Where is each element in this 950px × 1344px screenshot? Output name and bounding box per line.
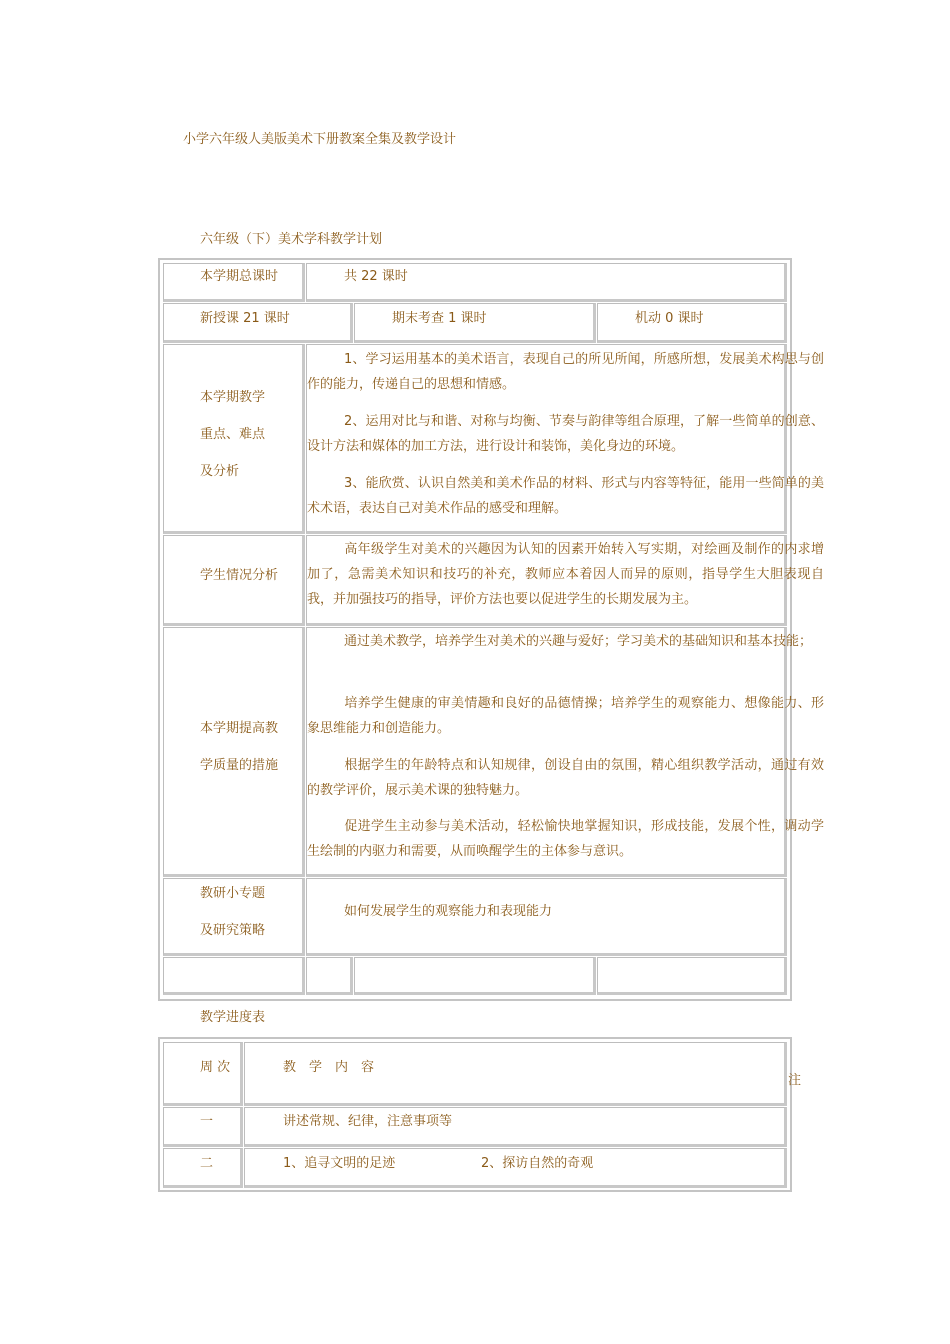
- empty-cell-2: [306, 957, 353, 995]
- student-analysis: 高年级学生对美术的兴趣因为认知的因素开始转入写实期，对绘画及制作的内求增加了，急需美术知识和技巧的补充，教师应本着因人而异的原则，指导学生大胆表现自我，并加强技巧的指导，评价方法也要以促进学生的长期发展为主。: [307, 542, 824, 607]
- research-label-line1: 教研小专题: [200, 886, 266, 901]
- week-2-content-b: 2、探访自然的奇观: [481, 1156, 594, 1171]
- empty-cell-3: [354, 957, 596, 995]
- total-label: 本学期总课时: [200, 269, 279, 284]
- research-label-line2: 及研究策略: [200, 923, 266, 938]
- week-2-content-a: 1、追寻文明的足迹: [283, 1156, 396, 1171]
- plan-title: 六年级（下）美术学科教学计划: [200, 232, 383, 247]
- focus-label-line1: 本学期教学: [200, 390, 266, 405]
- total-value: 共 22 课时: [344, 269, 408, 284]
- week-1-content: 讲述常规、纪律，注意事项等: [283, 1114, 453, 1129]
- week-2: 二: [200, 1156, 214, 1171]
- content-header: 教 学 内 容: [283, 1060, 375, 1075]
- student-label: 学生情况分析: [200, 568, 279, 583]
- measures-label-line2: 学质量的措施: [200, 758, 279, 773]
- week-1: 一: [200, 1114, 214, 1129]
- focus-item-2: 2、运用对比与和谐、对称与均衡、节奏与韵律等组合原理，了解一些简单的创意、设计方法和媒体的加工方法，进行设计和装饰，美化身边的环境。: [307, 414, 824, 454]
- focus-item-3: 3、能欣赏、认识自然美和美术作品的材料、形式与内容等特征，能用一些简单的美术术语，表达自己对美术作品的感受和理解。: [307, 476, 824, 516]
- flex-lessons: 机动 0 课时: [635, 311, 704, 326]
- document-title: 小学六年级人美版美术下册教案全集及教学设计: [183, 132, 457, 147]
- measure-item-3: 根据学生的年龄特点和认知规律，创设自由的氛围，精心组织教学活动，通过有效的教学评价，展示美术课的独特魅力。: [307, 758, 824, 798]
- progress-title: 教学进度表: [200, 1010, 266, 1025]
- focus-item-1: 1、学习运用基本的美术语言，表现自己的所见所闻，所感所想，发展美术构思与创作的能力，传递自己的思想和情感。: [307, 352, 824, 392]
- empty-cell-1: [163, 957, 305, 995]
- measure-item-1: 通过美术教学，培养学生对美术的兴趣与爱好；学习美术的基础知识和基本技能；: [344, 634, 813, 649]
- new-lessons: 新授课 21 课时: [200, 311, 290, 326]
- focus-label-line2: 重点、难点: [200, 427, 266, 442]
- focus-label-line3: 及分析: [200, 464, 240, 479]
- research-topic: 如何发展学生的观察能力和表现能力: [344, 904, 553, 919]
- week-header: 周 次: [200, 1060, 231, 1075]
- measure-item-4: 促进学生主动参与美术活动，轻松愉快地掌握知识，形成技能，发展个性，调动学生绘制的内驱力和需要，从而唤醒学生的主体参与意识。: [307, 819, 824, 859]
- note-header: 注: [788, 1073, 802, 1088]
- exam-lessons: 期末考查 1 课时: [392, 311, 487, 326]
- measure-item-2: 培养学生健康的审美情趣和良好的品德情操；培养学生的观察能力、想像能力、形象思维能力和创造能力。: [307, 696, 824, 736]
- empty-cell-4: [597, 957, 787, 995]
- measures-label-line1: 本学期提高教: [200, 721, 279, 736]
